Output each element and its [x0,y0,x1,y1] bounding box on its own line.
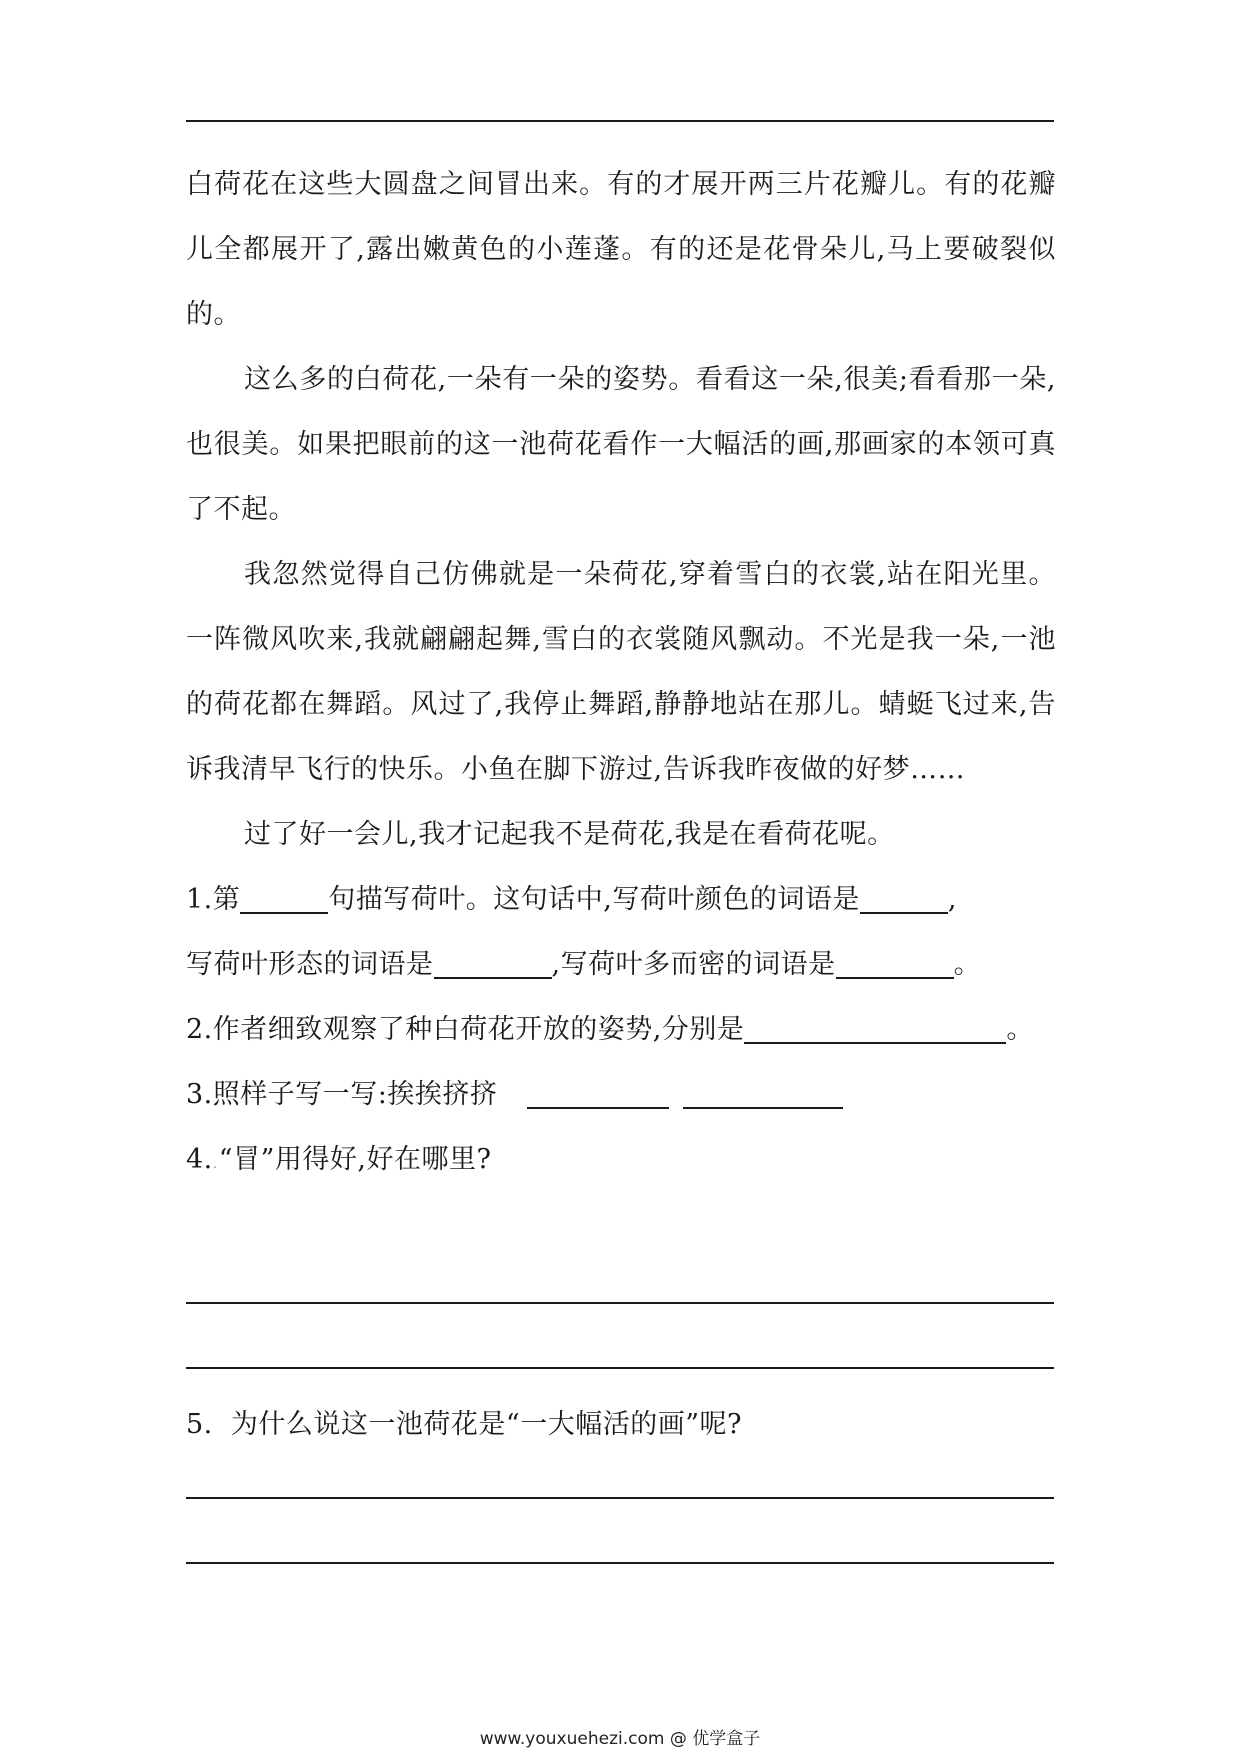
question-1-blank-shape[interactable] [434,947,552,979]
question-5-answer-line-1[interactable] [186,1497,1054,1499]
question-4-answer-line-1[interactable] [186,1302,1054,1304]
question-4-answer-line-2[interactable] [186,1367,1054,1369]
question-3-text: 3.照样子写一写:挨挨挤挤 [186,1079,498,1110]
question-1-text-e: ,写荷叶多而密的词语是 [551,949,836,980]
header-divider [186,120,1054,122]
question-1-text-a: 1.第 [186,884,241,915]
question-4 [186,1127,1056,1197]
passage-paragraph-1: 白荷花在这些大圆盘之间冒出来。有的才展开两三片花瓣儿。有的花瓣儿全都展开了,露出嫩黄色的小莲蓬。有的还是花骨朵儿,马上要破裂似的。 [186,169,1056,330]
passage-paragraph-4: 过了好一会儿,我才记起我不是荷花,我是在看荷花呢。 [244,819,895,850]
passage-paragraph-3: 我忽然觉得自己仿佛就是一朵荷花,穿着雪白的衣裳,站在阳光里。一阵微风吹来,我就翩翩起舞,雪白的衣裳随风飘动。不光是我一朵,一池的荷花都在舞蹈。风过了,我停止舞蹈,静静地站在那儿。蜻蜓飞过来,告诉我清早飞行的快乐。小鱼在脚下游过,告诉我昨夜做的好梦…… [186,559,1056,785]
question-3-blank-2[interactable] [683,1077,843,1109]
question-4-mark: . [212,1156,218,1172]
question-1-blank-density[interactable] [836,947,954,979]
question-5-answer-line-2[interactable] [186,1562,1054,1564]
question-4-number: 4. [186,1144,213,1175]
passage-paragraph-2: 这么多的白荷花,一朵有一朵的姿势。看看这一朵,很美;看看那一朵,也很美。如果把眼前的这一池荷花看作一大幅活的画,那画家的本领可真了不起。 [186,364,1056,525]
question-1-text-b: 句描写荷叶。这句话中,写荷叶颜色的词语是 [328,884,860,915]
footer-watermark: www.youxuehezi.com @ 优学盒子 [479,1729,761,1749]
question-2-blank[interactable] [744,1012,1006,1044]
question-5: 5. 为什么说这一池荷花是“一大幅活的画”呢? [186,1409,743,1440]
question-2-text: 2.作者细致观察了种白荷花开放的姿势,分别是 [186,1014,745,1045]
question-2-end: 。 [1006,1014,1034,1045]
worksheet-content [186,152,1056,1197]
question-1-text-d: 写荷叶形态的词语是 [186,949,434,980]
question-3-blank-1[interactable] [527,1077,669,1109]
question-1-line-1 [186,867,1056,932]
question-1-text-c: , [947,884,957,915]
question-1-blank-sentence[interactable] [240,882,328,914]
question-2 [186,997,1056,1062]
question-1-blank-color[interactable] [860,882,948,914]
question-1-line-2 [186,932,1056,997]
question-4-text: “冒”用得好,好在哪里? [218,1144,492,1175]
question-1-text-f: 。 [953,949,982,980]
question-3 [186,1062,1056,1127]
